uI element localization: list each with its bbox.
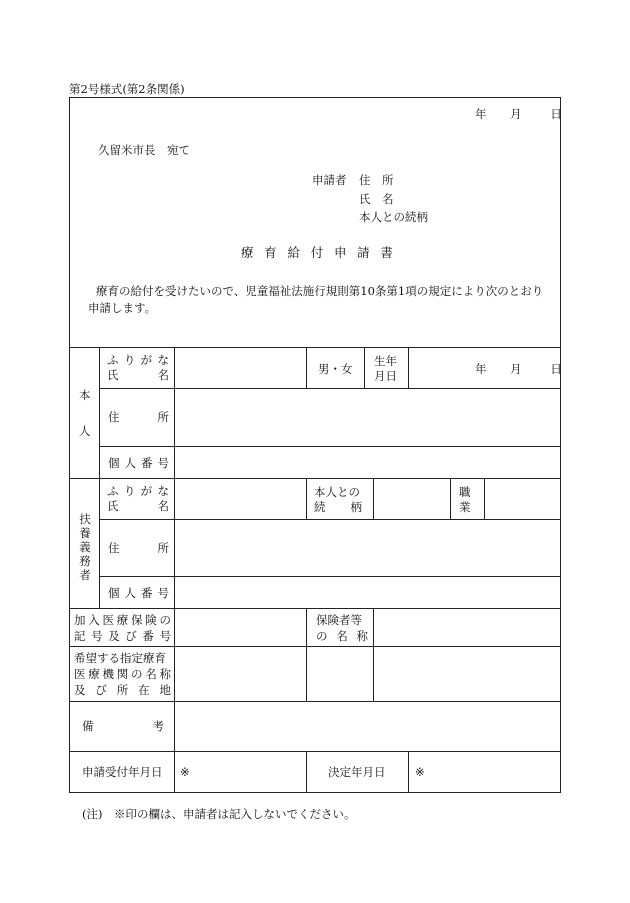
cell-divider	[306, 751, 307, 792]
label-char: ふ	[107, 353, 119, 367]
guardian-furigana-label	[107, 484, 169, 498]
label-char: 地	[159, 683, 171, 697]
section-divider	[99, 347, 100, 608]
institution-label-3	[74, 683, 171, 697]
label-char: 号	[91, 629, 103, 643]
label-char: 人	[124, 456, 136, 470]
section-guardian-char: 者	[79, 568, 91, 582]
label-char: の	[316, 629, 328, 643]
decision-date-label: 決定年月日	[328, 765, 386, 779]
addressee: 久留米市長 宛て	[98, 143, 190, 157]
label-char: び	[95, 683, 107, 697]
label-char: 氏	[107, 368, 119, 382]
section-guardian-char: 務	[79, 554, 91, 568]
label-char: 加	[74, 613, 86, 627]
label-divider	[174, 347, 175, 792]
label-char: 保	[131, 613, 143, 627]
application-form	[69, 97, 561, 793]
label-char: 名	[157, 499, 169, 513]
footnote: (注) ※印の欄は、申請者は記入しないでください。	[82, 807, 356, 821]
label-char: 備	[82, 719, 94, 733]
guardian-address-label	[108, 541, 169, 555]
label-char: 称	[159, 667, 171, 681]
date-month: 月	[510, 107, 522, 121]
label-char: 所	[157, 410, 169, 424]
table-top-line	[70, 347, 560, 348]
applicant-address-label: 住 所	[359, 173, 394, 187]
cell-divider	[306, 347, 307, 388]
label-char: 号	[159, 629, 171, 643]
section-guardian-char: 扶	[79, 512, 91, 526]
cell-divider	[373, 478, 374, 519]
label-char: 番	[142, 629, 154, 643]
person-mynumber-label	[108, 456, 169, 470]
person-birth-date	[475, 362, 562, 376]
label-char: 記	[74, 629, 86, 643]
date-year: 年	[475, 362, 487, 376]
label-char: 個	[108, 456, 120, 470]
applicant-name-label: 氏 名	[359, 192, 394, 206]
label-char: 名	[145, 667, 157, 681]
row-line	[70, 751, 560, 752]
label-char: な	[157, 484, 169, 498]
label-char: 医	[74, 667, 86, 681]
row-line	[70, 646, 560, 647]
label-char: 続	[314, 500, 326, 514]
title-char: 育	[264, 245, 277, 260]
applicant-relation-label: 本人との続柄	[359, 210, 428, 224]
label-char: 所	[116, 683, 129, 697]
applicant-label: 申請者	[312, 173, 347, 187]
label-char: 在	[138, 683, 150, 697]
label-char: が	[140, 353, 153, 367]
label-char: 医	[102, 613, 114, 627]
cell-divider	[373, 608, 374, 701]
label-char: が	[140, 484, 153, 498]
institution-label-1: 希望する指定療育	[74, 651, 166, 665]
label-char: び	[125, 629, 137, 643]
form-number-label: 第2号様式(第2条関係)	[69, 82, 185, 96]
title-char: 請	[357, 245, 370, 260]
label-char: 業	[459, 500, 471, 514]
label-char: 考	[152, 719, 164, 733]
date-year: 年	[475, 107, 487, 121]
cell-divider	[306, 478, 307, 519]
date-day: 日	[550, 362, 562, 376]
form-title	[241, 246, 393, 260]
label-char: 番	[141, 456, 153, 470]
insurance-label-1	[74, 613, 171, 627]
label-char: 番	[141, 586, 153, 600]
label-char: 柄	[350, 500, 362, 514]
label-char: 関	[116, 667, 129, 681]
label-char: 職	[459, 485, 471, 499]
label-char: 険	[145, 613, 157, 627]
label-char: 名	[157, 368, 169, 382]
person-birth-label-1: 生年	[374, 354, 397, 368]
label-char: ふ	[107, 484, 119, 498]
label-char: 号	[157, 586, 169, 600]
date-month: 月	[510, 362, 522, 376]
label-char: 及	[108, 629, 120, 643]
title-char: 給	[287, 245, 300, 260]
label-char: 氏	[107, 499, 119, 513]
institution-label-2	[74, 667, 171, 681]
label-char: り	[123, 353, 136, 367]
row-line	[70, 701, 560, 702]
section-guardian-char: 義	[79, 540, 91, 554]
remarks-label	[82, 719, 164, 733]
label-char: 人	[124, 586, 136, 600]
person-name-label	[107, 368, 169, 382]
insurer-label-1: 保険者等	[316, 613, 362, 627]
label-char: 機	[102, 667, 114, 681]
title-char: 療	[241, 245, 254, 260]
body-text-line-1: 療育の給付を受けたいので、児童福祉法施行規則第10条第1項の規定により次のとおり	[96, 284, 544, 298]
guardian-occupation-label	[459, 485, 471, 515]
section-line	[70, 608, 560, 609]
section-guardian-char: 養	[79, 526, 91, 540]
row-line	[99, 388, 560, 389]
guardian-mynumber-label	[108, 586, 169, 600]
receipt-date-mark: ※	[180, 765, 190, 779]
cell-divider	[306, 608, 307, 701]
guardian-relation-label-2	[314, 500, 362, 514]
section-person-char: 本	[79, 388, 91, 402]
receipt-date-label: 申請受付年月日	[82, 765, 163, 779]
row-line	[99, 519, 560, 520]
cell-divider	[484, 478, 485, 519]
label-char: 及	[74, 683, 86, 697]
section-guardian	[78, 512, 92, 582]
person-birth-label-2: 月日	[374, 369, 397, 383]
cell-divider	[450, 478, 451, 519]
cell-divider	[408, 347, 409, 388]
label-char: 号	[157, 456, 169, 470]
label-char: 入	[88, 613, 100, 627]
label-char: の	[159, 613, 171, 627]
label-char: 称	[356, 629, 368, 643]
label-char: 住	[108, 410, 120, 424]
row-line	[99, 576, 560, 577]
person-furigana-label	[107, 353, 169, 367]
title-char: 申	[333, 245, 347, 260]
cell-divider	[408, 751, 409, 792]
cell-divider	[364, 347, 365, 388]
section-person-char: 人	[79, 424, 91, 438]
label-char: の	[131, 667, 143, 681]
person-address-label	[108, 410, 169, 424]
person-sex-choice: 男・女	[318, 362, 353, 376]
row-line	[99, 446, 560, 447]
date-day: 日	[550, 107, 562, 121]
date-line	[475, 107, 562, 121]
guardian-name-label	[107, 499, 169, 513]
decision-date-mark: ※	[415, 765, 425, 779]
guardian-relation-label-1: 本人との	[314, 485, 360, 499]
insurance-label-2	[74, 629, 171, 643]
section-line	[70, 478, 560, 479]
label-char: な	[157, 353, 169, 367]
label-char: 個	[108, 586, 120, 600]
label-char: 療	[116, 613, 129, 627]
body-text-line-2: 申請します。	[88, 301, 157, 315]
insurer-label-2	[316, 629, 368, 643]
title-char: 書	[380, 245, 393, 260]
label-char: 療	[88, 667, 100, 681]
title-char: 付	[310, 245, 324, 260]
label-char: 住	[108, 541, 120, 555]
label-char: り	[123, 484, 136, 498]
label-char: 名	[336, 629, 348, 643]
label-char: 所	[157, 541, 169, 555]
